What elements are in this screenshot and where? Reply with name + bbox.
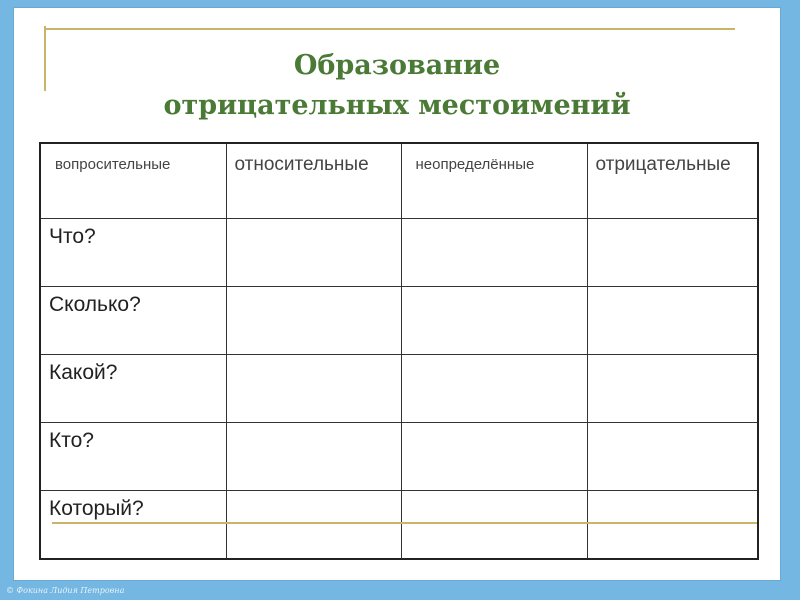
- row-label-kto: Кто?: [40, 423, 226, 491]
- table-cell: [401, 219, 587, 287]
- table-cell: [401, 423, 587, 491]
- table-row: [40, 355, 758, 423]
- table-cell: [401, 287, 587, 355]
- decorative-bottom-line: [52, 522, 757, 524]
- title-line-1: Образование: [293, 50, 501, 81]
- row-label-kotoryy: Который?: [40, 491, 226, 560]
- pronoun-table: [39, 142, 759, 560]
- header-relative: относительные: [226, 143, 401, 219]
- row-label-skolko: Сколько?: [40, 287, 226, 355]
- table-cell: [587, 491, 758, 560]
- table-row: [40, 491, 758, 560]
- table-cell: [587, 423, 758, 491]
- table-cell: [226, 287, 401, 355]
- table-cell: [226, 491, 401, 560]
- table-cell: [226, 219, 401, 287]
- title-line-2: отрицательных местоимений: [163, 90, 631, 121]
- decorative-top-line: [45, 28, 735, 30]
- table-row: [40, 287, 758, 355]
- row-label-kakoy: Какой?: [40, 355, 226, 423]
- table-cell: [587, 287, 758, 355]
- header-interrogative: вопросительные: [40, 143, 226, 219]
- table-row: [40, 219, 758, 287]
- header-negative: отрицательные: [587, 143, 758, 219]
- table-cell: [401, 491, 587, 560]
- table-cell: [226, 355, 401, 423]
- table-cell: [587, 355, 758, 423]
- table-row: [40, 423, 758, 491]
- pronoun-table-container: [39, 142, 759, 560]
- slide-canvas: [14, 8, 780, 580]
- table-header-row: [40, 143, 758, 219]
- author-signature: © Фокина Лидия Петровна: [6, 586, 125, 595]
- row-label-chto: Что?: [40, 219, 226, 287]
- table-cell: [587, 219, 758, 287]
- slide-title: [14, 46, 780, 126]
- table-cell: [226, 423, 401, 491]
- header-indefinite: неопределённые: [401, 143, 587, 219]
- table-cell: [401, 355, 587, 423]
